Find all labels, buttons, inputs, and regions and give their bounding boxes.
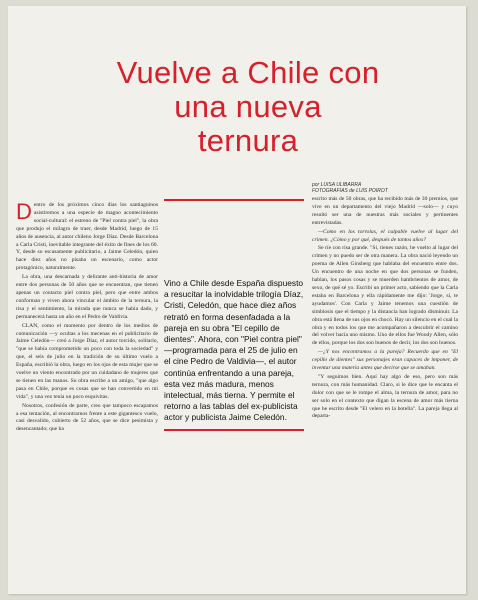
paragraph: Dentro de los próximos cinco días los santiaguinos asistiremos a una especie de magno acontecimiento social-cultural: el estreno de "Piel contra piel", la obra que produjo el milagro de traer, desde Madrid, luego de 15 años de ausencia, al autor chileno Jorge Díaz. Desde Barcelona a Carla Cristi, inevitable integrante del éxito de fines de los 60. Y, desde su escasamente publicitario, a Jaime Celedón, quien hace diez años no pisaba un escenario, como actor protagónico, naturalmente. bbox=[16, 202, 158, 272]
headline-line-3: ternura bbox=[197, 123, 299, 158]
paragraph: —¿Y nos encontramos a la pareja? Recuerdo que en "El cepillo de dientes" sus personajes eran capaces de imponer, de inventar una materia antes que decirse que se amaban. bbox=[312, 349, 458, 372]
byline-author: por LUISA ULIBARRA bbox=[312, 182, 362, 188]
byline bbox=[312, 182, 462, 194]
paragraph: La obra, una descarnada y delirante anti-historia de amor entre dos personas de 50 años que se encuentran, que tienen apenas un contacto piel contra piel, pero que entre ambos conforman y viven ahora vincular el ámbito de la ternura, la risa y el sentimiento, la mirada que nunca se había dado, y permanecerá hasta un año en el Pedro de Valdivia. bbox=[16, 274, 158, 320]
paragraph: CLAN, como el momento por dentro de los medios de comunicación —y ocultas a los mecenas en el publicitario de Jaime Celedón— creó a Jorge Díaz, el autor torcido, solitario, "que se había comprometido un poco con toda la sociedad" y que, el seis de julio en la tradición de su último vuelo a España, escribió la obra, luego en los ojos de esta mujer que se vuelve un viento encontrado por un cuidadano de mujeres que se tienen en las manos. Su obra escribe a un amigo, "que algo pasa en Chile, porque es cosas que se han convertido en mi vida", y una vez tenía un poco esquivitas. bbox=[16, 322, 158, 400]
left-column bbox=[16, 202, 158, 594]
paragraph: Nosotros, confesión de parte, creo que tampoco escapamos a esa tentación, al encontrarnos frente a este gigantesco vuelo, casi desvalido, cubierto de 52 años, que se dice pesimista y desencantado; que ha bbox=[16, 402, 158, 433]
paragraph: —Como en los torrolas, el culpable vuelve al lugar del crimen. ¿Cómo y por qué, después de tantos años? bbox=[312, 228, 458, 243]
pull-quote-rule bbox=[164, 429, 304, 431]
paragraph: "Y seguimos bien. Aquí hay algo de eso, pero son más ternura, con más humanidad. Claro, si le dice que le encanta el dolor con que se le rompe el alma, la ternura de amor, para no ser solo en el contexto que digan la escena de amor más tierna que he escrito desde "El velero en la botella". La pareja llega al departa- bbox=[312, 373, 458, 420]
headline-line-2: una nueva bbox=[174, 89, 322, 124]
pull-quote: Vino a Chile desde España dispuesto a resucitar la inolvidable trilogía Díaz, Cristi, Celedón, que hace diez años retrató en forma desenfadada a la pareja en su obra "El cepillo de dientes". Ahora, con "Piel contra piel" —programada para el 25 de julio en el cine Pedro de Valdivia—, el autor continúa enfrentando a una pareja, esta vez más madura, menos intelectual, más tierna. Y permite el retorno a las tablas del ex-publicista actor y publicista Jaime Celedón. bbox=[164, 278, 304, 423]
paragraph: Se ríe con risa grande. "Sí, tienes razón, he vuelto al lugar del crimen y no puedo ser de otra manera. La obra nació leyendo un poema de Allen Ginsberg que hablaba del encuentro entre dos. Un encuentro de una noche en que dos personas se funden, hablan, los pasos cosas y se muerden hambrientos de amor, de sexo, de qué sé yo. Escribí un primer acto, sabiendo que la Carla estaba en Barcelona y ella rápidamente me dijo: 'Jorge, sí, te ayudamos'. Con Carla y Jaime tenemos una cuestión de simbiosis que el tiempo y la distancia han logrado disminuir. La obra está llena de sus ojos en chocó. Hay un silencio en el cual la obra y en todos los que me acompañaron a descubrir el camino del volver hacia uno mismo. Uno de ellos fue Woody Allen, sólo de ellos, porque los dos son buenos de decir, los dos son buenos. bbox=[312, 245, 458, 347]
drop-cap: D bbox=[16, 202, 32, 224]
top-red-rule bbox=[164, 199, 304, 201]
paragraph: escrito más de 50 obras, que ha recibido más de 30 premios, que vive en un departamento del viejo Madrid —solo— y cuyo resultó ser una de nuestras más sociales y pertinentes entrevistadas. bbox=[312, 196, 458, 226]
headline bbox=[48, 56, 448, 158]
right-column bbox=[312, 196, 458, 594]
headline-line-1: Vuelve a Chile con bbox=[116, 55, 380, 90]
magazine-page bbox=[8, 6, 466, 594]
byline-photos: FOTOGRAFIAS de LUIS POIROT bbox=[312, 188, 388, 194]
